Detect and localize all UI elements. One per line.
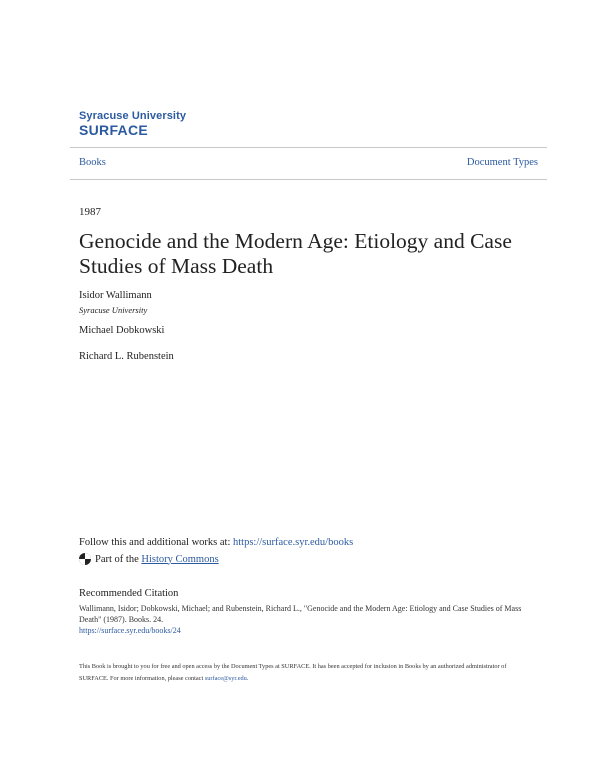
author-name: Isidor Wallimann xyxy=(79,290,152,301)
author-name: Michael Dobkowski xyxy=(79,325,165,336)
network-icon xyxy=(79,553,91,565)
footer-end: . xyxy=(246,675,249,682)
follow-line xyxy=(79,537,353,548)
citation-text: Wallimann, Isidor; Dobkowski, Michael; and Rubenstein, Richard L., "Genocide and the Modern Age: Etiology and Case Studies of Mass Death" (1987). Books. 24. xyxy=(79,604,522,624)
books-link[interactable]: Books xyxy=(79,157,106,168)
repository-name[interactable]: SURFACE xyxy=(79,122,148,138)
publication-year: 1987 xyxy=(79,206,101,218)
contact-email-link[interactable]: surface@syr.edu xyxy=(204,675,247,682)
author-name: Richard L. Rubenstein xyxy=(79,351,174,362)
footer-note xyxy=(79,661,519,685)
document-types-link[interactable]: Document Types xyxy=(466,157,538,168)
document-title: Genocide and the Modern Age: Etiology and Case Studies of Mass Death xyxy=(79,229,512,278)
history-commons-link[interactable]: History Commons xyxy=(141,553,219,565)
top-divider xyxy=(70,147,547,148)
part-of-line xyxy=(79,553,219,565)
university-name: Syracuse University xyxy=(79,110,187,122)
bottom-divider xyxy=(70,179,547,180)
author-affiliation: Syracuse University xyxy=(79,305,148,315)
footer-text: This Book is brought to you for free and open access by the Document Types at SURFACE. It has been accepted for inclusion in Books by an authorized administrator of SURFACE. For more information, please contact xyxy=(79,663,507,682)
citation-url-link[interactable]: https://surface.syr.edu/books/24 xyxy=(79,626,181,635)
follow-text: Follow this and additional works at: xyxy=(79,537,233,548)
part-of-text: Part of the xyxy=(95,553,139,565)
follow-url-link[interactable]: https://surface.syr.edu/books xyxy=(233,537,354,548)
citation-heading: Recommended Citation xyxy=(79,588,179,599)
